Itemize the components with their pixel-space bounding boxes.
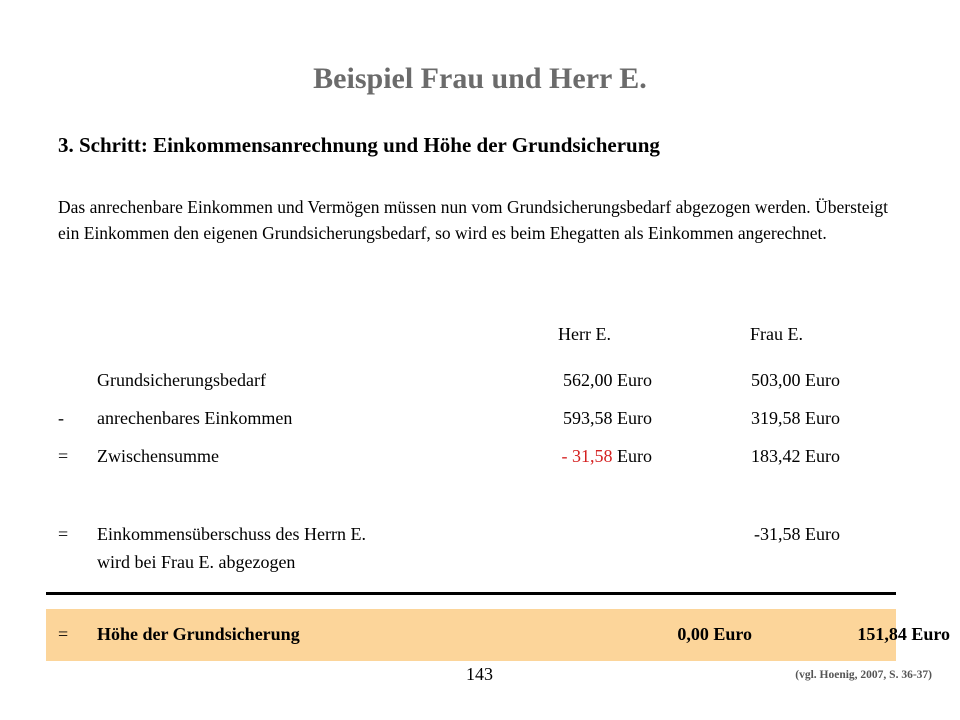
result-highlight: [46, 609, 950, 661]
row-label: Grundsicherungsbedarf: [97, 370, 266, 390]
row-label: Höhe der Grundsicherung: [97, 624, 300, 644]
page-number: 143: [466, 664, 493, 684]
value-herr: 0,00 Euro: [677, 624, 752, 644]
value-herr: [562, 446, 653, 467]
row-label: anrechenbares Einkommen: [97, 408, 293, 428]
currency-unit: Euro: [612, 446, 652, 466]
row-operator: =: [58, 446, 69, 466]
value-herr: 593,58 Euro: [563, 408, 652, 428]
column-header-frau: Frau E.: [750, 324, 803, 344]
table-row-ueberschuss: [0, 524, 960, 548]
intro-paragraph: Das anrechenbare Einkommen und Vermögen müssen nun vom Grundsicherungsbedarf abgezogen werden. Übersteigt ein Einkommen den eigenen Grundsicherungsbedarf, so wird es beim Ehegatten als Einkommen angerechnet.: [58, 197, 888, 243]
value-frau: 183,42 Euro: [751, 446, 840, 466]
value-frau: 503,00 Euro: [751, 370, 840, 390]
citation: (vgl. Hoenig, 2007, S. 36-37): [795, 669, 932, 681]
negative-amount: - 31,58: [561, 446, 613, 466]
row-label: Einkommensüberschuss des Herrn E.: [97, 524, 366, 544]
section-heading: 3. Schritt: Einkommensanrechnung und Höhe der Grundsicherung: [58, 133, 660, 157]
row-label-continuation: wird bei Frau E. abgezogen: [97, 552, 296, 572]
value-herr: 562,00 Euro: [563, 370, 652, 390]
table-row-zwischensumme: [0, 446, 960, 470]
slide-title: Beispiel Frau und Herr E.: [313, 62, 647, 95]
divider-line: [46, 592, 896, 595]
value-frau: -31,58 Euro: [754, 524, 840, 544]
row-operator: =: [58, 624, 69, 644]
row-label: Zwischensumme: [97, 446, 219, 466]
value-frau: 151,84 Euro: [857, 624, 950, 644]
value-frau: 319,58 Euro: [751, 408, 840, 428]
table-row-result: [46, 624, 960, 648]
table-row-einkommen: [0, 408, 960, 432]
table-row-grundsicherungsbedarf: [0, 370, 960, 394]
column-header-herr: Herr E.: [558, 324, 611, 344]
row-operator: =: [58, 524, 69, 544]
row-operator: -: [58, 408, 64, 428]
table-row-ueberschuss-cont: [0, 552, 960, 576]
